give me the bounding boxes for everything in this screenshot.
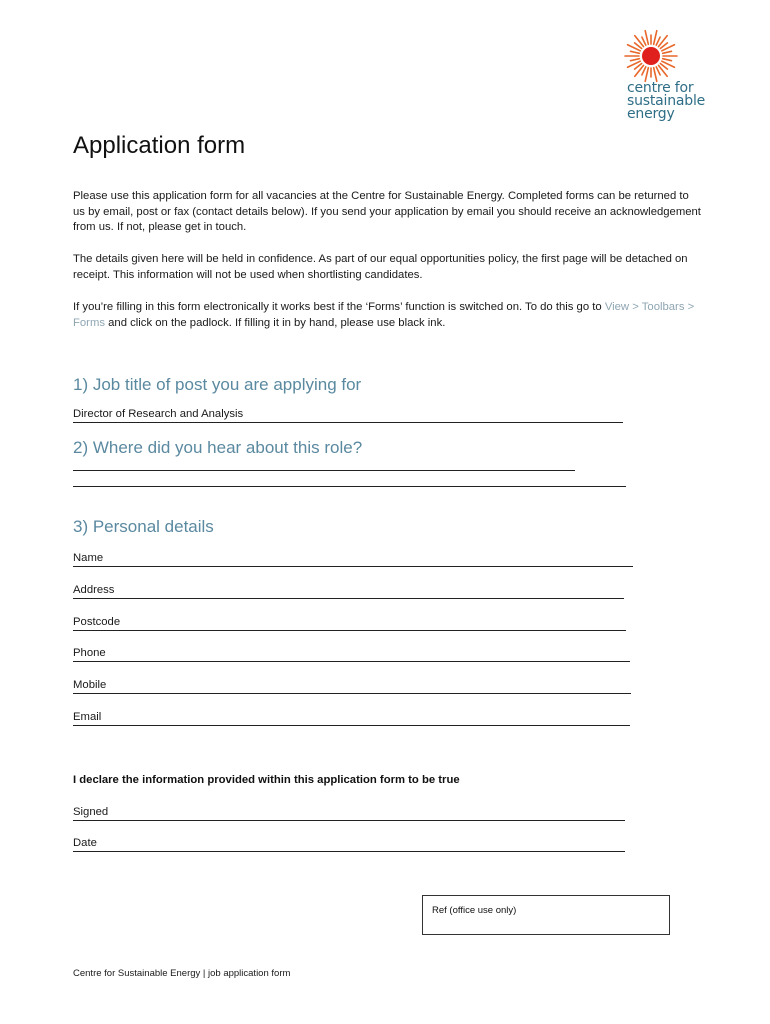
page-title: Application form xyxy=(73,132,246,159)
sun-ray xyxy=(642,67,646,75)
intro-paragraph-3 xyxy=(73,300,703,331)
name-label: Name xyxy=(73,552,104,564)
email-label: Email xyxy=(73,711,102,723)
mobile-field[interactable] xyxy=(73,676,631,694)
address-underline xyxy=(73,598,624,599)
date-field[interactable] xyxy=(73,834,625,852)
postcode-label: Postcode xyxy=(73,616,121,628)
sun-ray xyxy=(631,59,640,61)
mobile-underline xyxy=(73,693,631,694)
address-label: Address xyxy=(73,584,115,596)
date-label: Date xyxy=(73,837,97,849)
sun-ray xyxy=(645,31,648,45)
hear-about-line-2[interactable] xyxy=(73,486,626,487)
date-underline xyxy=(73,851,625,852)
page-footer: Centre for Sustainable Energy | job application form xyxy=(73,968,291,979)
sun-ray xyxy=(631,51,640,53)
signed-label: Signed xyxy=(73,806,109,818)
signed-field[interactable] xyxy=(73,803,625,821)
sun-ray xyxy=(654,31,657,45)
sun-ray xyxy=(663,59,672,61)
logo-line-3: energy xyxy=(627,106,675,122)
forms-menu-path-link[interactable]: View > Toolbars > Forms xyxy=(73,301,695,329)
section-personal-details-heading: 3) Personal details xyxy=(73,517,214,536)
sun-logo-icon xyxy=(618,26,682,84)
office-ref-box[interactable] xyxy=(422,895,670,935)
section-job-title-heading: 1) Job title of post you are applying for xyxy=(73,375,362,394)
intro-p3-text-end: and click on the padlock. If filling it in by hand, please use black ink. xyxy=(105,316,446,329)
sun-ray xyxy=(656,37,660,45)
logo xyxy=(618,26,728,130)
job-title-field[interactable] xyxy=(73,405,623,423)
logo-line-2: sustainable xyxy=(627,93,706,109)
logo-line-1: centre for xyxy=(627,80,694,96)
sun-ray xyxy=(642,37,646,45)
hear-about-line-1[interactable] xyxy=(73,470,575,471)
mobile-label: Mobile xyxy=(73,679,107,691)
name-underline xyxy=(73,566,633,567)
phone-label: Phone xyxy=(73,647,106,659)
intro-p3-text: If you’re filling in this form electronically it works best if the ‘Forms’ function is switched on. To do this go to xyxy=(73,301,605,313)
postcode-field[interactable] xyxy=(73,613,626,631)
address-field[interactable] xyxy=(73,581,624,599)
postcode-underline xyxy=(73,630,626,631)
phone-underline xyxy=(73,661,630,662)
sun-ray xyxy=(663,51,672,53)
name-field[interactable] xyxy=(73,549,633,567)
email-field[interactable] xyxy=(73,708,630,726)
section-hear-about-heading: 2) Where did you hear about this role? xyxy=(73,438,363,457)
sun-ray xyxy=(656,67,660,75)
signed-underline xyxy=(73,820,625,821)
email-underline xyxy=(73,725,630,726)
intro-paragraph-1: Please use this application form for all vacancies at the Centre for Sustainable Energy. Completed forms can be returned to us by email, post or fax (contact details below). If you send your application by email you should receive an acknowledgement from us. If not, please get in touch. xyxy=(73,190,701,233)
intro-paragraph-2: The details given here will be held in confidence. As part of our equal opportunities policy, the first page will be detached on receipt. This information will not be used when shortlisting candidates. xyxy=(73,253,688,281)
logo-text xyxy=(627,82,705,121)
phone-field[interactable] xyxy=(73,644,630,662)
job-title-value: Director of Research and Analysis xyxy=(73,408,244,420)
office-ref-label: Ref (office use only) xyxy=(432,905,517,916)
declaration-text: I declare the information provided within this application form to be true xyxy=(73,774,460,786)
job-title-underline xyxy=(73,422,623,423)
